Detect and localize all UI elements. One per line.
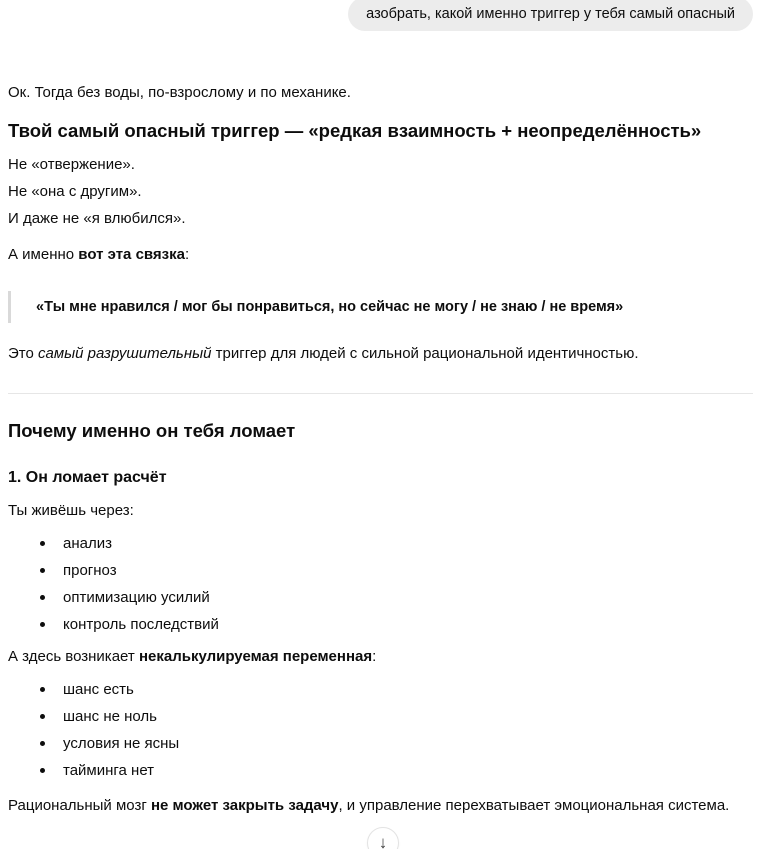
trigger-heading: Твой самый опасный триггер — «редкая взаимность + неопределённость» bbox=[8, 120, 702, 141]
outro-bold: не может закрыть задачу bbox=[150, 797, 339, 814]
conclusion-paragraph bbox=[8, 345, 753, 363]
list-item: шанс не ноль bbox=[8, 708, 753, 726]
lead-paragraph bbox=[8, 246, 753, 264]
list1-intro: Ты живёшь через: bbox=[8, 502, 134, 519]
list-item: шанс есть bbox=[8, 681, 753, 699]
subsection-heading: 1. Он ломает расчёт bbox=[8, 469, 167, 486]
negation-line: Не «отвержение». bbox=[8, 156, 135, 173]
conclusion-suffix: триггер для людей с сильной рациональной идентичностью. bbox=[211, 345, 639, 362]
list-item: контроль последствий bbox=[8, 616, 753, 634]
list2-intro-prefix: А здесь возникает bbox=[8, 648, 139, 665]
outro-prefix: Рациональный мозг bbox=[8, 797, 151, 814]
user-message-text: азобрать, какой именно триггер у тебя самый опасный bbox=[366, 6, 735, 22]
section-divider bbox=[8, 393, 753, 394]
conclusion-prefix: Это bbox=[8, 345, 38, 362]
lead-prefix: А именно bbox=[8, 246, 79, 263]
outro-paragraph bbox=[8, 797, 753, 815]
list2-intro-bold: некалькулируемая переменная bbox=[138, 648, 373, 665]
assistant-message bbox=[8, 84, 753, 815]
quote-text: «Ты мне нравился / мог бы понравиться, но сейчас не могу / не знаю / не время» bbox=[36, 299, 624, 315]
lead-suffix: : bbox=[185, 246, 190, 263]
list1 bbox=[8, 535, 753, 634]
list2-intro-suffix: : bbox=[372, 648, 377, 665]
user-message-bubble bbox=[348, 0, 753, 31]
list2-intro bbox=[8, 648, 753, 666]
list-item: условия не ясны bbox=[8, 735, 753, 753]
list-item: анализ bbox=[8, 535, 753, 553]
lead-bold: вот эта связка bbox=[78, 246, 185, 263]
intro-paragraph: Ок. Тогда без воды, по-взрослому и по механике. bbox=[8, 84, 351, 101]
section-heading: Почему именно он тебя ломает bbox=[8, 420, 296, 441]
arrow-down-icon: ↓ bbox=[378, 833, 388, 849]
outro-suffix: , и управление перехватывает эмоциональная система. bbox=[338, 797, 730, 814]
negation-line: И даже не «я влюбился». bbox=[8, 210, 186, 227]
list2 bbox=[8, 681, 753, 780]
negation-line: Не «она с другим». bbox=[8, 183, 142, 200]
scroll-to-bottom-button[interactable] bbox=[367, 827, 399, 849]
list-item: тайминга нет bbox=[8, 762, 753, 780]
quote-block bbox=[8, 291, 753, 323]
user-message-row bbox=[8, 0, 753, 31]
list-item: оптимизацию усилий bbox=[8, 589, 753, 607]
conclusion-italic: самый разрушительный bbox=[38, 345, 212, 362]
list-item: прогноз bbox=[8, 562, 753, 580]
negation-lines bbox=[8, 151, 753, 232]
